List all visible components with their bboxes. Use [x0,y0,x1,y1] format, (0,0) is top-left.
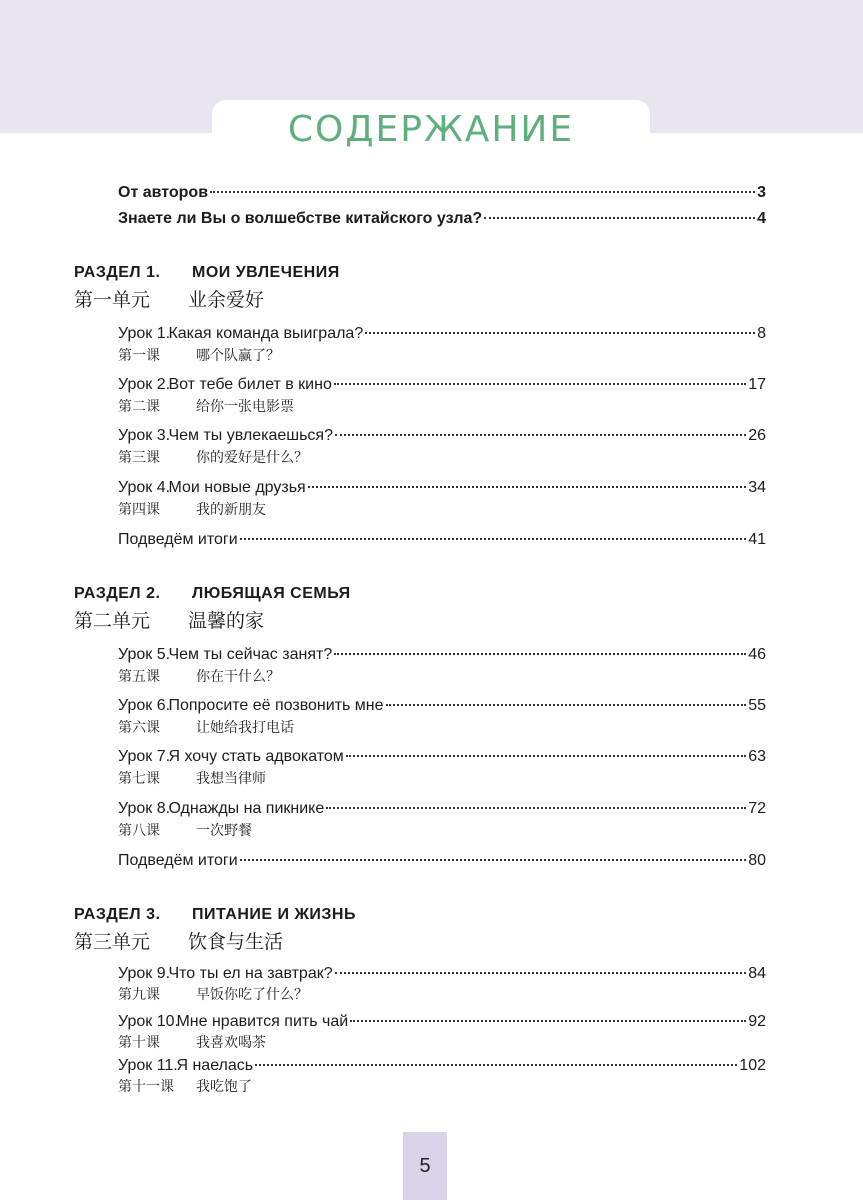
lesson-page: 92 [748,1013,766,1030]
lesson-text-zh: 我想当律师 [196,771,266,787]
lesson-number: Урок 10. [118,1013,179,1030]
toc-entry-label: Знаете ли Вы о волшебстве китайского узла? [118,210,483,227]
lesson-text-zh: 你在干什么？ [196,669,280,685]
lesson-text-zh: 哪个队赢了？ [196,348,280,364]
unit-heading-zh [74,608,264,634]
dot-leader [210,177,755,193]
lesson-number: Урок 9. [118,965,171,982]
summary-label: Подведём итоги [118,852,238,869]
lesson-page: 26 [748,427,766,444]
lesson-title-zh [118,667,280,687]
toc-lesson-10[interactable] [118,1010,766,1033]
dot-leader [335,958,747,974]
dot-leader [240,524,747,540]
toc-lesson-3[interactable] [118,424,766,447]
lesson-number: Урок 8. [118,800,171,817]
lesson-title-zh [118,346,280,366]
lesson-number: Урок 11. [118,1057,178,1074]
section-heading [74,904,356,926]
lesson-title: Вот тебе билет в кино [168,376,332,393]
lesson-page: 8 [757,325,766,342]
toc-lesson-8[interactable] [118,797,766,820]
toc-entry-page: 3 [757,184,766,201]
lesson-number: Урок 5. [118,646,171,663]
summary-page: 41 [748,531,766,548]
dot-leader [335,420,746,436]
dot-leader [365,318,755,334]
lesson-number-zh: 第十一课 [118,1079,174,1095]
lesson-page: 102 [739,1057,766,1074]
summary-label: Подведём итоги [118,531,238,548]
unit-heading-zh [74,929,283,955]
dot-leader [346,741,746,757]
toc-summary[interactable] [118,528,766,551]
lesson-page: 34 [748,479,766,496]
lesson-page: 55 [748,697,766,714]
lesson-page: 72 [748,800,766,817]
lesson-page: 46 [748,646,766,663]
page-number-badge [403,1132,447,1200]
page-title: СОДЕРЖАНИЕ [287,109,575,150]
toc-lesson-1[interactable] [118,322,766,345]
lesson-page: 63 [748,748,766,765]
toc-lesson-7[interactable] [118,745,766,768]
dot-leader [386,690,747,706]
dot-leader [484,203,755,219]
unit-title-zh: 业余爱好 [188,289,265,311]
dot-leader [255,1050,737,1066]
lesson-number-zh: 第五课 [118,669,160,685]
section-number: РАЗДЕЛ 2. [74,585,161,602]
lesson-title-zh [118,448,308,468]
lesson-title: Мне нравится пить чай [176,1013,349,1030]
toc-lesson-5[interactable] [118,643,766,666]
dot-leader [334,639,746,655]
section-heading [74,583,351,605]
lesson-title-zh [118,985,308,1005]
lesson-title-zh [118,1077,252,1097]
lesson-number-zh: 第九课 [118,987,160,1003]
lesson-title: Мои новые друзья [168,479,306,496]
lesson-title-zh [118,821,252,841]
unit-heading-zh [74,287,264,313]
section-title: МОИ УВЛЕЧЕНИЯ [192,264,340,281]
section-title: ПИТАНИЕ И ЖИЗНЬ [192,906,356,923]
lesson-number-zh: 第六课 [118,720,160,736]
lesson-title: Какая команда выиграла? [168,325,364,342]
lesson-page: 17 [748,376,766,393]
lesson-text-zh: 我喜欢喝茶 [196,1035,266,1051]
toc-lesson-2[interactable] [118,373,766,396]
lesson-text-zh: 一次野餐 [196,823,252,839]
unit-title-zh: 饮食与生活 [188,931,284,953]
unit-number-zh: 第二单元 [74,610,151,632]
lesson-text-zh: 我吃饱了 [196,1079,252,1095]
lesson-text-zh: 给你一张电影票 [196,399,294,415]
lesson-text-zh: 早饭你吃了什么？ [196,987,308,1003]
unit-title-zh: 温馨的家 [188,610,265,632]
toc-summary[interactable] [118,849,766,872]
unit-number-zh: 第三单元 [74,931,151,953]
lesson-number: Урок 7. [118,748,171,765]
toc-lesson-11[interactable] [118,1054,766,1077]
lesson-text-zh: 让她给我打电话 [196,720,294,736]
lesson-title: Что ты ел на завтрак? [168,965,333,982]
lesson-number: Урок 3. [118,427,171,444]
section-title: ЛЮБЯЩАЯ СЕМЬЯ [192,585,351,602]
lesson-title-zh [118,1033,266,1053]
toc-entry-page: 4 [757,210,766,227]
section-number: РАЗДЕЛ 1. [74,264,161,281]
lesson-number-zh: 第一课 [118,348,160,364]
lesson-text-zh: 我的新朋友 [196,502,266,518]
lesson-page: 84 [748,965,766,982]
lesson-title: Я наелась [176,1057,254,1074]
toc-entry-knot[interactable] [118,207,766,230]
lesson-number-zh: 第八课 [118,823,160,839]
lesson-title-zh [118,500,266,520]
toc-lesson-6[interactable] [118,694,766,717]
unit-number-zh: 第一单元 [74,289,151,311]
toc-lesson-4[interactable] [118,476,766,499]
summary-page: 80 [748,852,766,869]
lesson-title: Чем ты сейчас занят? [168,646,333,663]
toc-lesson-9[interactable] [118,962,766,985]
lesson-number: Урок 1. [118,325,171,342]
lesson-title-zh [118,397,294,417]
lesson-title-zh [118,769,266,789]
section-number: РАЗДЕЛ 3. [74,906,161,923]
lesson-number: Урок 2. [118,376,171,393]
dot-leader [326,793,746,809]
toc-entry-label: От авторов [118,184,209,201]
lesson-title: Однажды на пикнике [168,800,325,817]
lesson-title: Я хочу стать адвокатом [168,748,344,765]
lesson-number-zh: 第七课 [118,771,160,787]
lesson-text-zh: 你的爱好是什么？ [196,450,308,466]
section-heading [74,262,340,284]
dot-leader [240,845,747,861]
lesson-title: Попросите её позвонить мне [168,697,384,714]
lesson-number: Урок 6. [118,697,171,714]
lesson-number-zh: 第三课 [118,450,160,466]
lesson-title-zh [118,718,294,738]
lesson-number-zh: 第十课 [118,1035,160,1051]
lesson-number-zh: 第四课 [118,502,160,518]
lesson-number: Урок 4. [118,479,171,496]
dot-leader [308,472,746,488]
dot-leader [350,1006,746,1022]
lesson-number-zh: 第二课 [118,399,160,415]
toc-entry-authors[interactable] [118,181,766,204]
page-number: 5 [419,1154,431,1177]
dot-leader [334,369,746,385]
lesson-title: Чем ты увлекаешься? [168,427,333,444]
